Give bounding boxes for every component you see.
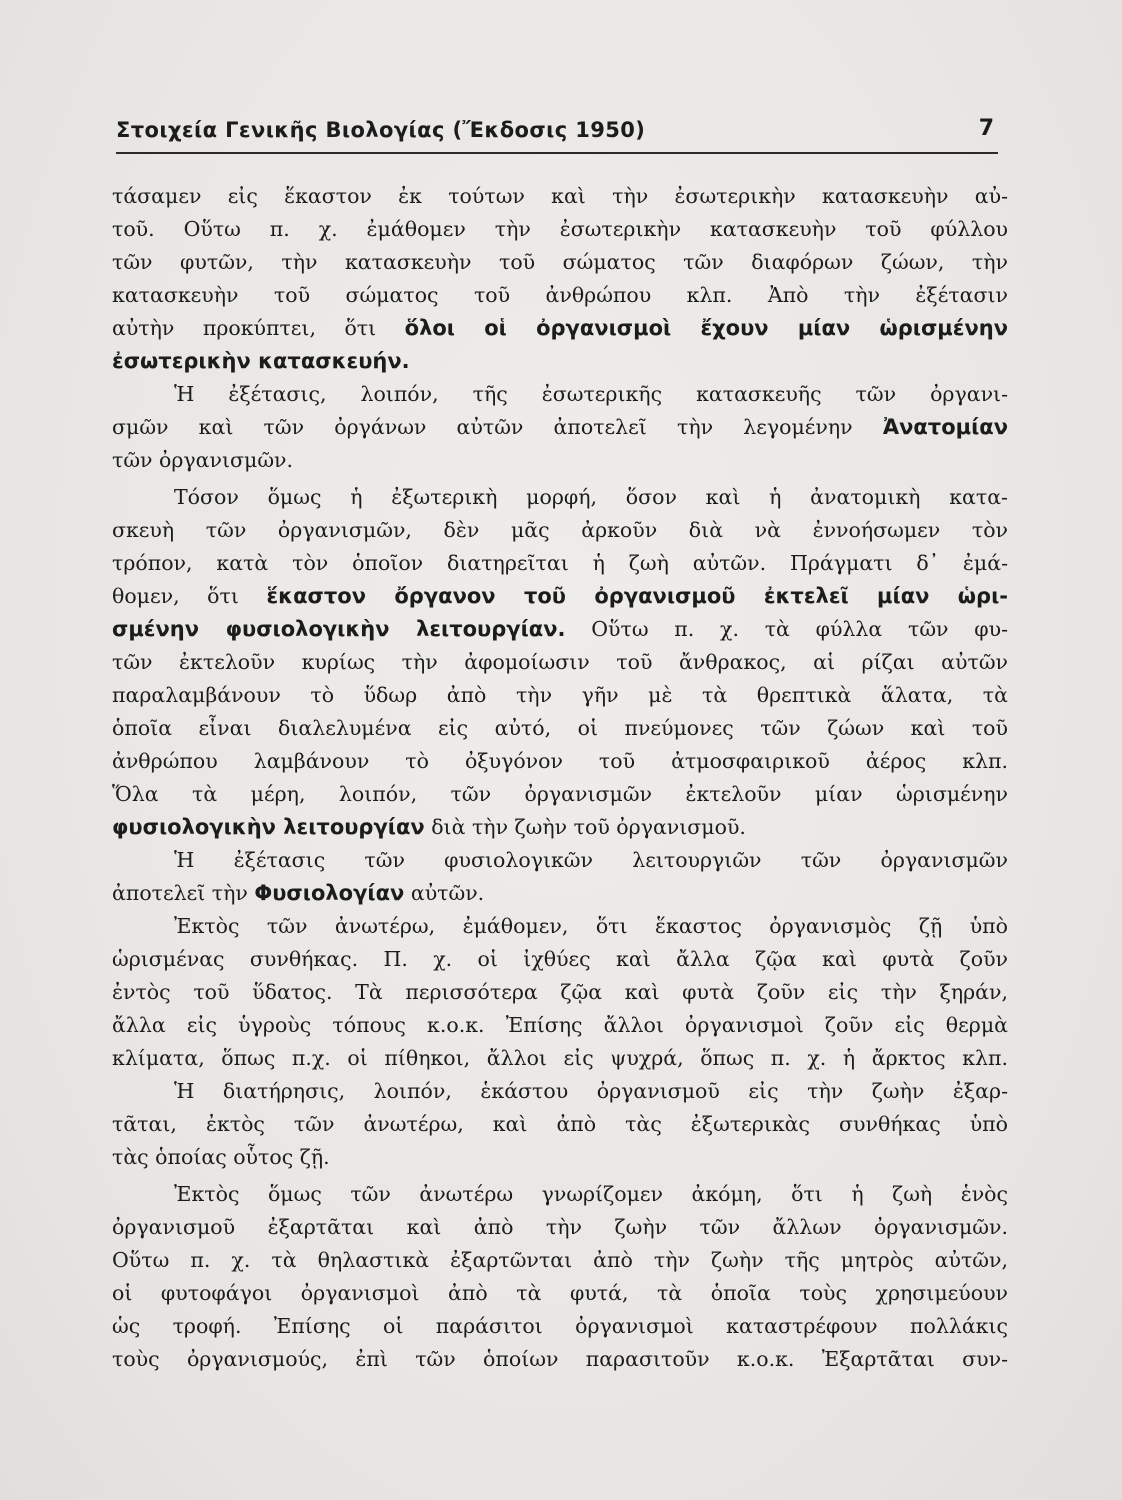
page-number: 7 xyxy=(978,116,994,141)
text-line: σμένην φυσιολογικὴν λειτουργίαν. Οὕτω π. χ. τὰ φύλλα τῶν φυ- xyxy=(112,617,1008,641)
text-line: τοὺς ὀργανισμούς, ἐπὶ τῶν ὁποίων παρασιτοῦν κ.ο.κ. Ἐξαρτᾶται συν- xyxy=(112,1347,1008,1371)
text-line: τῶν φυτῶν, τὴν κατασκευὴν τοῦ σώματος τῶν διαφόρων ζώων, τὴν xyxy=(112,250,1008,274)
emphasis: Ἀνατομίαν xyxy=(882,415,1008,439)
text-line: οἱ φυτοφάγοι ὀργανισμοὶ ἀπὸ τὰ φυτά, τὰ ὁποῖα τοὺς χρησιμεύουν xyxy=(112,1281,1008,1305)
text-line: σμῶν καὶ τῶν ὀργάνων αὐτῶν ἀποτελεῖ τὴν λεγομένην Ἀνατομίαν xyxy=(112,415,1008,439)
emphasis: ἐσωτερικὴν κατασκευήν. xyxy=(112,349,410,373)
text-line: τὰς ὁποίας οὗτος ζῇ. xyxy=(112,1145,330,1169)
text-line: κατασκευὴν τοῦ σώματος τοῦ ἀνθρώπου κλπ. Ἀπὸ τὴν ἐξέτασιν xyxy=(112,283,1008,307)
text-line: Ὅλα τὰ μέρη, λοιπόν, τῶν ὀργανισμῶν ἐκτελοῦν μίαν ὡρισμένην xyxy=(112,782,1008,806)
running-title: Στοιχεία Γενικῆς Βιολογίας (Ἔκδοσις 1950) xyxy=(116,118,646,142)
text-line: ὡρισμένας συνθήκας. Π. χ. οἱ ἰχθύες καὶ ἄλλα ζῷα καὶ φυτὰ ζοῦν xyxy=(112,947,1008,971)
emphasis: ὅλοι οἱ ὀργανισμοὶ ἔχουν μίαν ὡρισμένην xyxy=(404,316,1008,340)
text-line: αὐτὴν προκύπτει, ὅτι ὅλοι οἱ ὀργανισμοὶ ἔχουν μίαν ὡρισμένην xyxy=(112,316,1008,340)
text-line: Τόσον ὅμως ἡ ἐξωτερικὴ μορφή, ὅσον καὶ ἡ ἀνατομικὴ κατα- xyxy=(174,485,1008,509)
text-line: τᾶται, ἐκτὸς τῶν ἀνωτέρω, καὶ ἀπὸ τὰς ἐξωτερικὰς συνθήκας ὑπὸ xyxy=(112,1112,1008,1136)
text-line: τάσαμεν εἰς ἕκαστον ἐκ τούτων καὶ τὴν ἐσωτερικὴν κατασκευὴν αὐ- xyxy=(112,184,1008,208)
text-line: Ἡ ἐξέτασις, λοιπόν, τῆς ἐσωτερικῆς κατασκευῆς τῶν ὀργανι- xyxy=(174,382,1008,406)
text-line: τῶν ὀργανισμῶν. xyxy=(112,448,294,472)
text-line: Οὕτω π. χ. τὰ θηλαστικὰ ἐξαρτῶνται ἀπὸ τὴν ζωὴν τῆς μητρὸς αὐτῶν, xyxy=(112,1248,1008,1272)
text-line: ὁποῖα εἶναι διαλελυμένα εἰς αὐτό, οἱ πνεύμονες τῶν ζώων καὶ τοῦ xyxy=(112,716,1008,740)
text-line: παραλαμβάνουν τὸ ὕδωρ ἀπὸ τὴν γῆν μὲ τὰ θρεπτικὰ ἅλατα, τὰ xyxy=(112,683,1008,707)
text-line: ἀποτελεῖ τὴν Φυσιολογίαν αὐτῶν. xyxy=(112,881,485,905)
body-text xyxy=(112,180,1008,1376)
text-line: ὡς τροφή. Ἐπίσης οἱ παράσιτοι ὀργανισμοὶ καταστρέφουν πολλάκις xyxy=(112,1314,1008,1338)
text-line: Ἐκτὸς τῶν ἀνωτέρω, ἐμάθομεν, ὅτι ἕκαστος ὀργανισμὸς ζῇ ὑπὸ xyxy=(174,914,1008,938)
text-line: θομεν, ὅτι ἕκαστον ὄργανον τοῦ ὀργανισμοῦ ἐκτελεῖ μίαν ὡρι- xyxy=(112,584,1008,608)
emphasis: σμένην φυσιολογικὴν λειτουργίαν. xyxy=(112,617,566,641)
text-line: ἄλλα εἰς ὑγροὺς τόπους κ.ο.κ. Ἐπίσης ἄλλοι ὀργανισμοὶ ζοῦν εἰς θερμὰ xyxy=(112,1013,1008,1037)
running-head xyxy=(116,112,998,154)
text-line: κλίματα, ὅπως π.χ. οἱ πίθηκοι, ἄλλοι εἰς ψυχρά, ὅπως π. χ. ἡ ἄρκτος κλπ. xyxy=(112,1046,1008,1070)
text-line: σκευὴ τῶν ὀργανισμῶν, δὲν μᾶς ἀρκοῦν διὰ νὰ ἐννοήσωμεν τὸν xyxy=(112,518,1008,542)
text-line: Ἐκτὸς ὅμως τῶν ἀνωτέρω γνωρίζομεν ἀκόμη, ὅτι ἡ ζωὴ ἑνὸς xyxy=(174,1182,1008,1206)
text-line: Ἡ ἐξέτασις τῶν φυσιολογικῶν λειτουργιῶν τῶν ὀργανισμῶν xyxy=(174,848,1008,872)
text-line: τρόπον, κατὰ τὸν ὁποῖον διατηρεῖται ἡ ζωὴ αὐτῶν. Πράγματι δ᾿ ἐμά- xyxy=(112,551,1008,575)
text-line: Ἡ διατήρησις, λοιπόν, ἑκάστου ὀργανισμοῦ εἰς τὴν ζωὴν ἐξαρ- xyxy=(174,1079,1008,1103)
emphasis: φυσιολογικὴν λειτουργίαν xyxy=(112,815,425,839)
emphasis: Φυσιολογίαν xyxy=(254,881,405,905)
text-line: ἀνθρώπου λαμβάνουν τὸ ὀξυγόνον τοῦ ἀτμοσφαιρικοῦ ἀέρος κλπ. xyxy=(112,749,1008,773)
text-line: ἐντὸς τοῦ ὕδατος. Τὰ περισσότερα ζῷα καὶ φυτὰ ζοῦν εἰς τὴν ξηράν, xyxy=(112,980,1008,1004)
text-line xyxy=(112,345,1008,378)
text-line: ὀργανισμοῦ ἐξαρτᾶται καὶ ἀπὸ τὴν ζωὴν τῶν ἄλλων ὀργανισμῶν. xyxy=(112,1215,1008,1239)
text-line: τοῦ. Οὕτω π. χ. ἐμάθομεν τὴν ἐσωτερικὴν κατασκευὴν τοῦ φύλλου xyxy=(112,217,1008,241)
emphasis: ἕκαστον ὄργανον τοῦ ὀργανισμοῦ ἐκτελεῖ μίαν ὡρι- xyxy=(266,584,1008,608)
text-line: τῶν ἐκτελοῦν κυρίως τὴν ἀφομοίωσιν τοῦ ἄνθρακος, αἱ ρίζαι αὐτῶν xyxy=(112,650,1008,674)
text-line: φυσιολογικὴν λειτουργίαν διὰ τὴν ζωὴν τοῦ ὀργανισμοῦ. xyxy=(112,815,746,839)
